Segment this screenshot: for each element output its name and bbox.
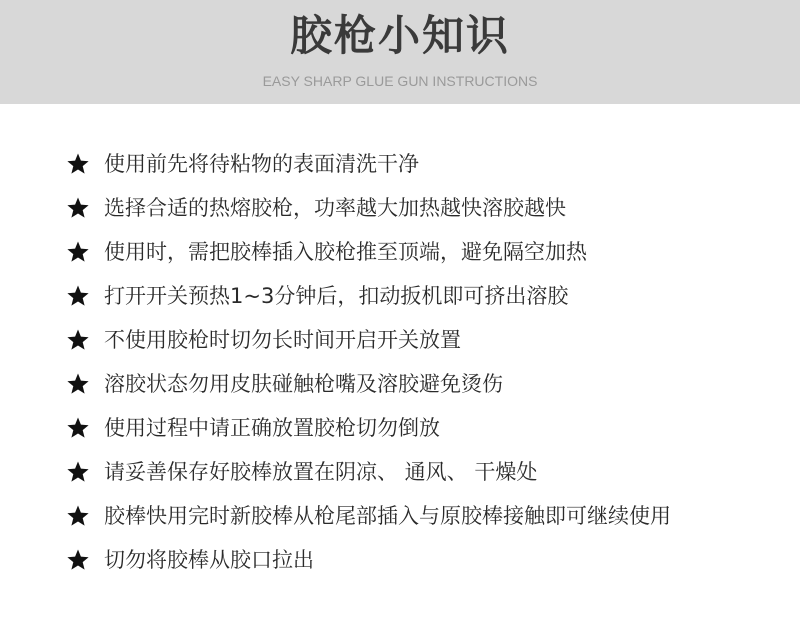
list-item [66,230,671,274]
list-item-text: 使用过程中请正确放置胶枪切勿倒放 [104,416,440,440]
list-item-text: 请妥善保存好胶棒放置在阴凉、 通风、 干燥处 [104,460,538,484]
list-item [66,362,671,406]
star-icon [66,284,90,308]
star-icon [66,548,90,572]
list-item-text: 不使用胶枪时切勿长时间开启开关放置 [104,328,461,352]
list-item [66,318,671,362]
list-item [66,186,671,230]
list-item-text: 溶胶状态勿用皮肤碰触枪嘴及溶胶避免烫伤 [104,372,503,396]
list-item-text: 使用时，需把胶棒插入胶枪推至顶端，避免隔空加热 [104,240,587,264]
star-icon [66,152,90,176]
star-icon [66,328,90,352]
list-item [66,450,671,494]
star-icon [66,196,90,220]
list-item [66,494,671,538]
star-icon [66,416,90,440]
page-subtitle: EASY SHARP GLUE GUN INSTRUCTIONS [262,73,538,89]
list-item [66,274,671,318]
list-item-text: 切勿将胶棒从胶口拉出 [104,548,314,572]
star-icon [66,372,90,396]
list-item-text: 选择合适的热熔胶枪，功率越大加热越快溶胶越快 [104,196,566,220]
list-item [66,538,671,582]
list-item-text: 打开开关预热1~3分钟后，扣动扳机即可挤出溶胶 [104,284,569,308]
list-item [66,406,671,450]
star-icon [66,460,90,484]
page-title: 胶枪小知识 [289,11,510,60]
list-item-text: 使用前先将待粘物的表面清洗干净 [104,152,419,176]
instruction-list [66,142,671,582]
star-icon [66,504,90,528]
star-icon [66,240,90,264]
list-item [66,142,671,186]
list-item-text: 胶棒快用完时新胶棒从枪尾部插入与原胶棒接触即可继续使用 [104,504,671,528]
header-banner [0,0,800,104]
